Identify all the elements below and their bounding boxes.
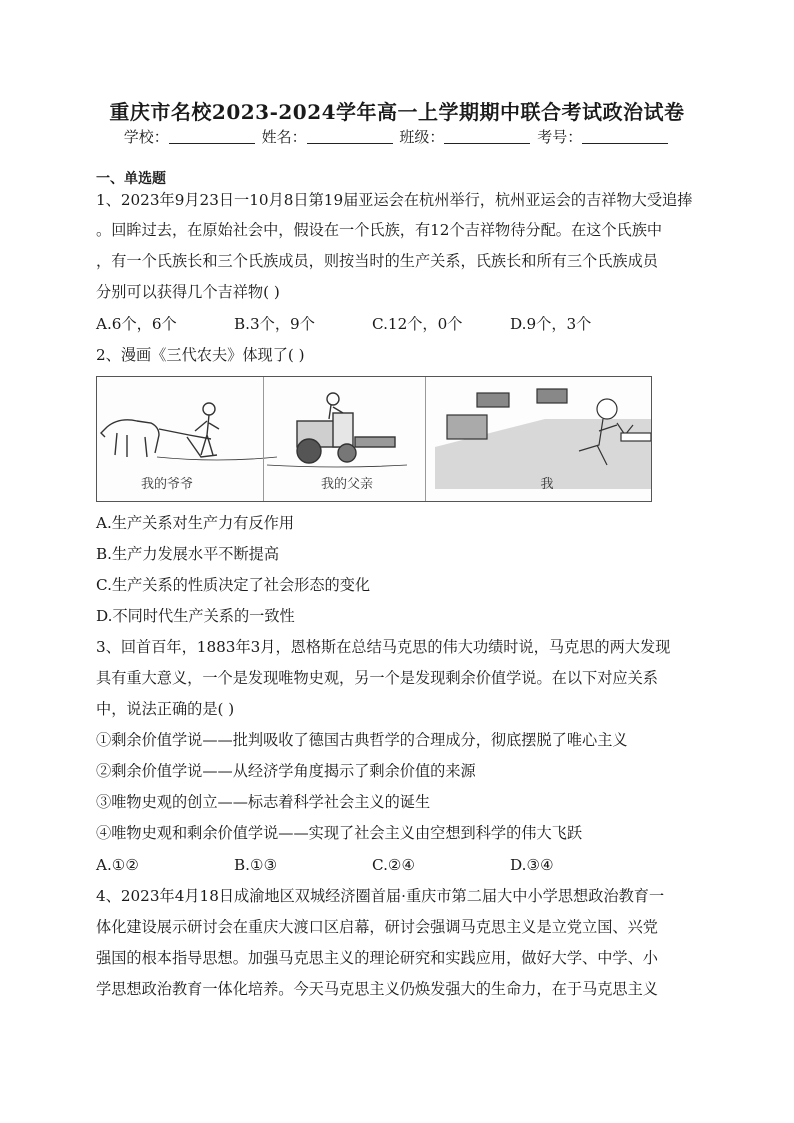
exam-number-label: 考号：	[537, 128, 583, 146]
question-2-option-c: C.生产关系的性质决定了社会形态的变化	[96, 576, 371, 594]
class-blank	[444, 129, 530, 144]
school-label: 学校：	[123, 128, 169, 146]
question-3-line-3: 中，说法正确的是( )	[96, 700, 235, 718]
comic-panel-divider-2	[425, 377, 426, 501]
question-3-line-2: 具有重大意义，一个是发现唯物史观，另一个是发现剩余价值学说。在以下对应关系	[96, 669, 658, 687]
question-3-option-a: A.①②	[96, 856, 140, 874]
question-4-line-2: 体化建设展示研讨会在重庆大渡口区启幕，研讨会强调马克思主义是立党立国、兴党	[96, 918, 658, 936]
question-4-line-1: 4、2023年4月18日成渝地区双城经济圈首届·重庆市第二届大中小学思想政治教育一	[96, 887, 665, 905]
question-4-line-3: 强国的根本指导思想。加强马克思主义的理论研究和实践应用，做好大学、中学、小	[96, 949, 658, 967]
question-2-option-b: B.生产力发展水平不断提高	[96, 545, 280, 563]
school-blank	[169, 129, 255, 144]
comic-caption-me: 我	[540, 477, 554, 492]
three-generation-farmer-comic	[96, 376, 652, 502]
exam-number-blank	[582, 129, 668, 144]
question-1-line-3: ，有一个氏族长和三个氏族成员，则按当时的生产关系，氏族长和所有三个氏族成员	[96, 252, 658, 270]
question-1-option-d: D.9个，3个	[510, 315, 592, 333]
name-blank	[307, 129, 393, 144]
question-3-statement-2: ②剩余价值学说——从经济学角度揭示了剩余价值的来源	[96, 762, 476, 780]
ox-plough-drawing	[101, 403, 277, 460]
question-3-line-1: 3、回首百年，1883年3月，恩格斯在总结马克思的伟大功绩时说，马克思的两大发现	[96, 638, 671, 656]
question-1-option-c: C.12个，0个	[372, 315, 463, 333]
question-1-option-b: B.3个，9个	[234, 315, 315, 333]
question-1-line-4: 分别可以获得几个吉祥物( )	[96, 283, 280, 301]
comic-panel-divider-1	[263, 377, 264, 501]
question-1-option-a: A.6个，6个	[96, 315, 177, 333]
section-heading: 一、单选题	[96, 171, 166, 187]
question-2-option-a: A.生产关系对生产力有反作用	[96, 514, 295, 532]
comic-caption-father: 我的父亲	[320, 477, 373, 492]
question-1-line-2: 。回眸过去，在原始社会中，假设在一个氏族，有12个吉祥物待分配。在这个氏族中	[96, 221, 663, 239]
question-3-statement-1: ①剩余价值学说——批判吸收了德国古典哲学的合理成分，彻底摆脱了唯心主义	[96, 731, 628, 749]
question-2-option-d: D.不同时代生产关系的一致性	[96, 607, 295, 625]
tractor-drawing	[267, 393, 407, 467]
comic-caption-grandfather: 我的爷爷	[140, 477, 193, 492]
question-3-statement-3: ③唯物史观的创立——标志着科学社会主义的诞生	[96, 793, 431, 811]
question-3-option-c: C.②④	[372, 856, 416, 874]
exam-title: 重庆市名校2023-2024学年高一上学期期中联合考试政治试卷	[109, 100, 685, 124]
question-2-line-1: 2、漫画《三代农夫》体现了( )	[96, 346, 305, 364]
question-3-statement-4: ④唯物史观和剩余价值学说——实现了社会主义由空想到科学的伟大飞跃	[96, 824, 582, 842]
name-label: 姓名：	[261, 128, 307, 146]
question-1-line-1: 1、2023年9月23日一10月8日第19届亚运会在杭州举行，杭州亚运会的吉祥物大受追捧	[96, 191, 693, 209]
question-4-line-4: 学思想政治教育一体化培养。今天马克思主义仍焕发强大的生命力，在于马克思主义	[96, 980, 658, 998]
student-info-line	[0, 126, 794, 147]
class-label: 班级：	[399, 128, 445, 146]
question-3-option-d: D.③④	[510, 856, 554, 874]
question-3-option-b: B.①③	[234, 856, 278, 874]
